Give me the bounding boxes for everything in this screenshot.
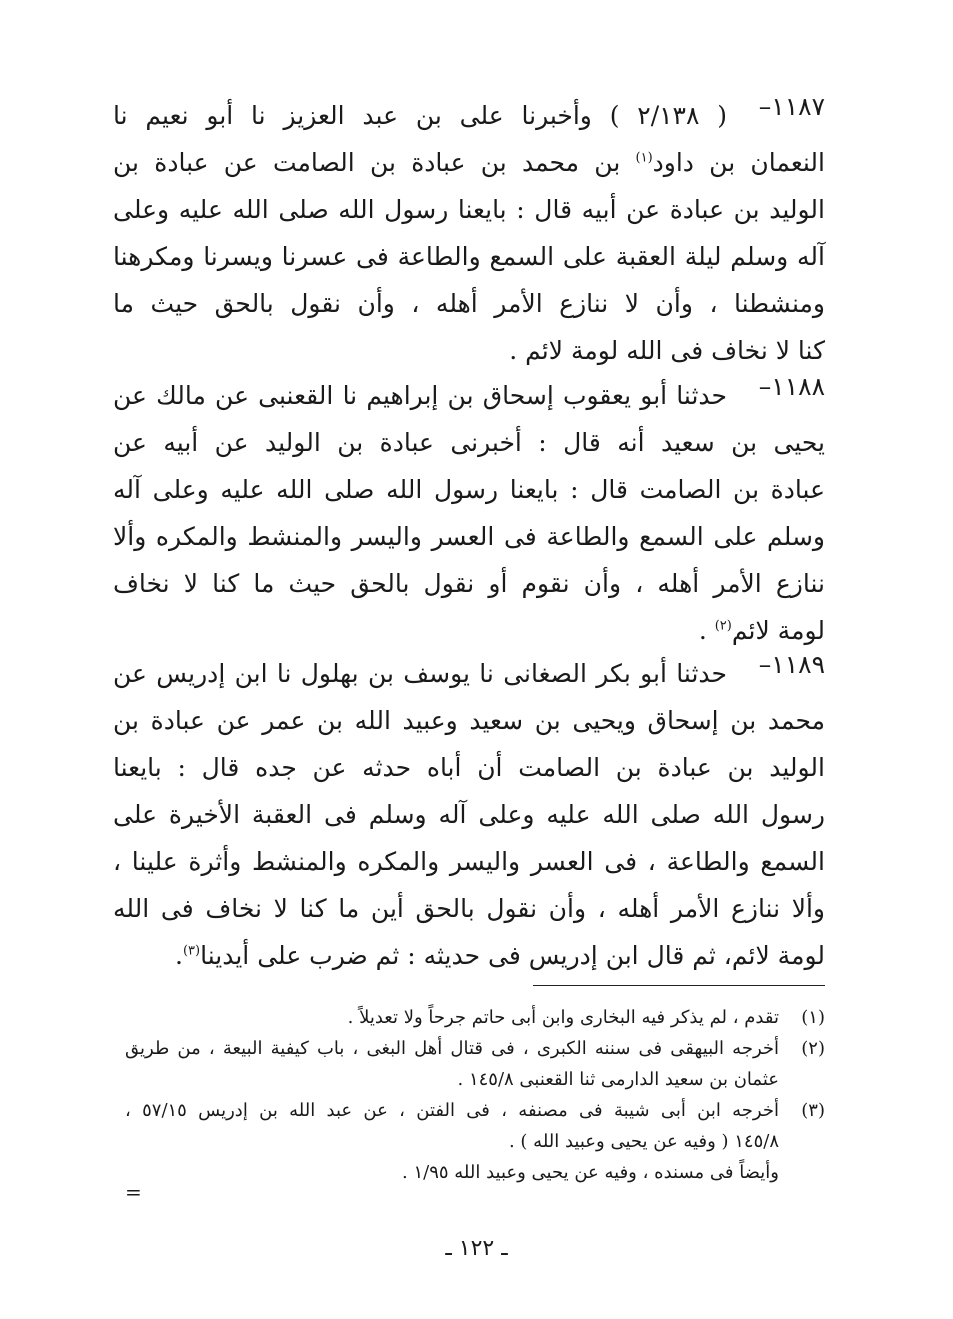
footnote-divider <box>533 985 825 986</box>
footnote-reference: (٢) <box>714 618 732 634</box>
footnote-line: وأيضاً فى مسنده ، وفيه عن يحيى وعبيد الله ١/٩٥ . <box>402 1162 779 1183</box>
footnote-reference: (٣) <box>182 943 201 959</box>
hadith-text: لومة لائم، ثم قال ابن إدريس فى حديثه : ثم ضرب على أيدينا$^{(٣)}$. <box>175 941 825 970</box>
hadith-line: ننازع الأمر أهله ، وأن نقوم أو نقول بالحق حيث ما كنا لا نخاف <box>113 569 825 598</box>
hadith-line: حدثنا أبو يعقوب إسحاق بن إبراهيم نا القعنبى عن مالك عن <box>113 381 727 410</box>
hadith-text: النعمان بن داود$^{(١)}$ بن محمد بن عبادة بن الصامت عن عبادة بن <box>113 148 825 177</box>
page-number: ـ ١٢٢ ـ <box>445 1236 508 1261</box>
hadith-text: لومة لائم$^{(٢)}$ . <box>698 616 825 645</box>
hadith-line: يحيى بن سعيد أنه قال : أخبرنى عبادة بن الوليد عن أبيه عن <box>113 428 825 457</box>
footnote-3 <box>125 1095 825 1188</box>
footnote-line: أخرجه ابن أبى شيبة فى مصنفه ، فى الفتن ، عن عبد الله بن إدريس ٥٧/١٥ ، <box>125 1100 779 1121</box>
hadith-line: رسول الله صلى الله عليه وعلى آله وسلم فى العقبة الأخيرة على <box>113 800 825 829</box>
hadith-line: الوليد بن عبادة بن الصامت أن أباه حدثه عن جده قال : بايعنا <box>113 753 825 782</box>
footnote-line: ١٤٥/٨ ( وفيه عن يحيى وعبيد الله ) . <box>508 1131 779 1152</box>
hadith-line <box>113 932 825 979</box>
hadith-line: آله وسلم ليلة العقبة على السمع والطاعة فى عسرنا ويسرنا ومكرهنا <box>113 242 825 271</box>
hadith-number: ١١٨٧– <box>758 92 825 121</box>
hadith-line: حدثنا أبو بكر الصغانى نا يوسف بن بهلول نا ابن إدريس عن <box>113 659 727 688</box>
hadith-line: ( ٢/١٣٨ ) وأخبرنا على بن عبد العزيز نا أبو نعيم نا <box>113 101 727 130</box>
hadith-line: الوليد بن عبادة عن أبيه قال : بايعنا رسول الله صلى الله عليه وعلى <box>113 195 825 224</box>
footnote-reference: (١) <box>635 150 653 166</box>
hadith-number: ١١٨٨– <box>758 372 825 401</box>
footnotes <box>125 1002 825 1188</box>
hadith-line: كنا لا نخاف فى الله لومة لائم . <box>509 336 825 365</box>
footnote-line: تقدم ، لم يذكر فيه البخارى وابن أبى حاتم جرحاً ولا تعديلاً . <box>347 1007 779 1028</box>
hadith-1188 <box>113 372 825 654</box>
footnote-marker: (٢) <box>801 1038 825 1059</box>
hadith-line <box>113 607 825 654</box>
hadith-number: ١١٨٩– <box>758 650 825 679</box>
hadith-1189 <box>113 650 825 979</box>
hadith-line: السمع والطاعة ، فى العسر واليسر والمكره والمنشط وأثرة علينا ، <box>113 847 825 876</box>
footnote-marker: (١) <box>801 1007 825 1028</box>
hadith-line: ومنشطنا ، وأن لا ننازع الأمر أهله ، وأن نقول بالحق حيث ما <box>113 289 825 318</box>
hadith-line: وألا ننازع الأمر أهله ، وأن نقول بالحق أين ما كنا لا نخاف فى الله <box>113 894 825 923</box>
footnote-2 <box>125 1033 825 1095</box>
hadith-line: وسلم على السمع والطاعة فى العسر واليسر والمنشط والمكره وألا <box>113 522 825 551</box>
hadith-line: عبادة بن الصامت قال : بايعنا رسول الله صلى الله عليه وعلى آله <box>113 475 825 504</box>
hadith-line <box>113 139 825 186</box>
hadith-1187 <box>113 92 825 374</box>
footnote-line: عثمان بن سعيد الدارمى ثنا القعنبى ١٤٥/٨ . <box>457 1069 779 1090</box>
footnote-marker: (٣) <box>801 1100 825 1121</box>
continuation-mark: = <box>125 1180 142 1204</box>
footnote-line: أخرجه البيهقى فى سننه الكبرى ، فى قتال أهل البغى ، باب كيفية البيعة ، من طريق <box>125 1038 779 1059</box>
footnote-1 <box>125 1002 825 1033</box>
hadith-line: محمد بن إسحاق ويحيى بن سعيد وعبيد الله بن عمر عن عبادة بن <box>113 706 825 735</box>
